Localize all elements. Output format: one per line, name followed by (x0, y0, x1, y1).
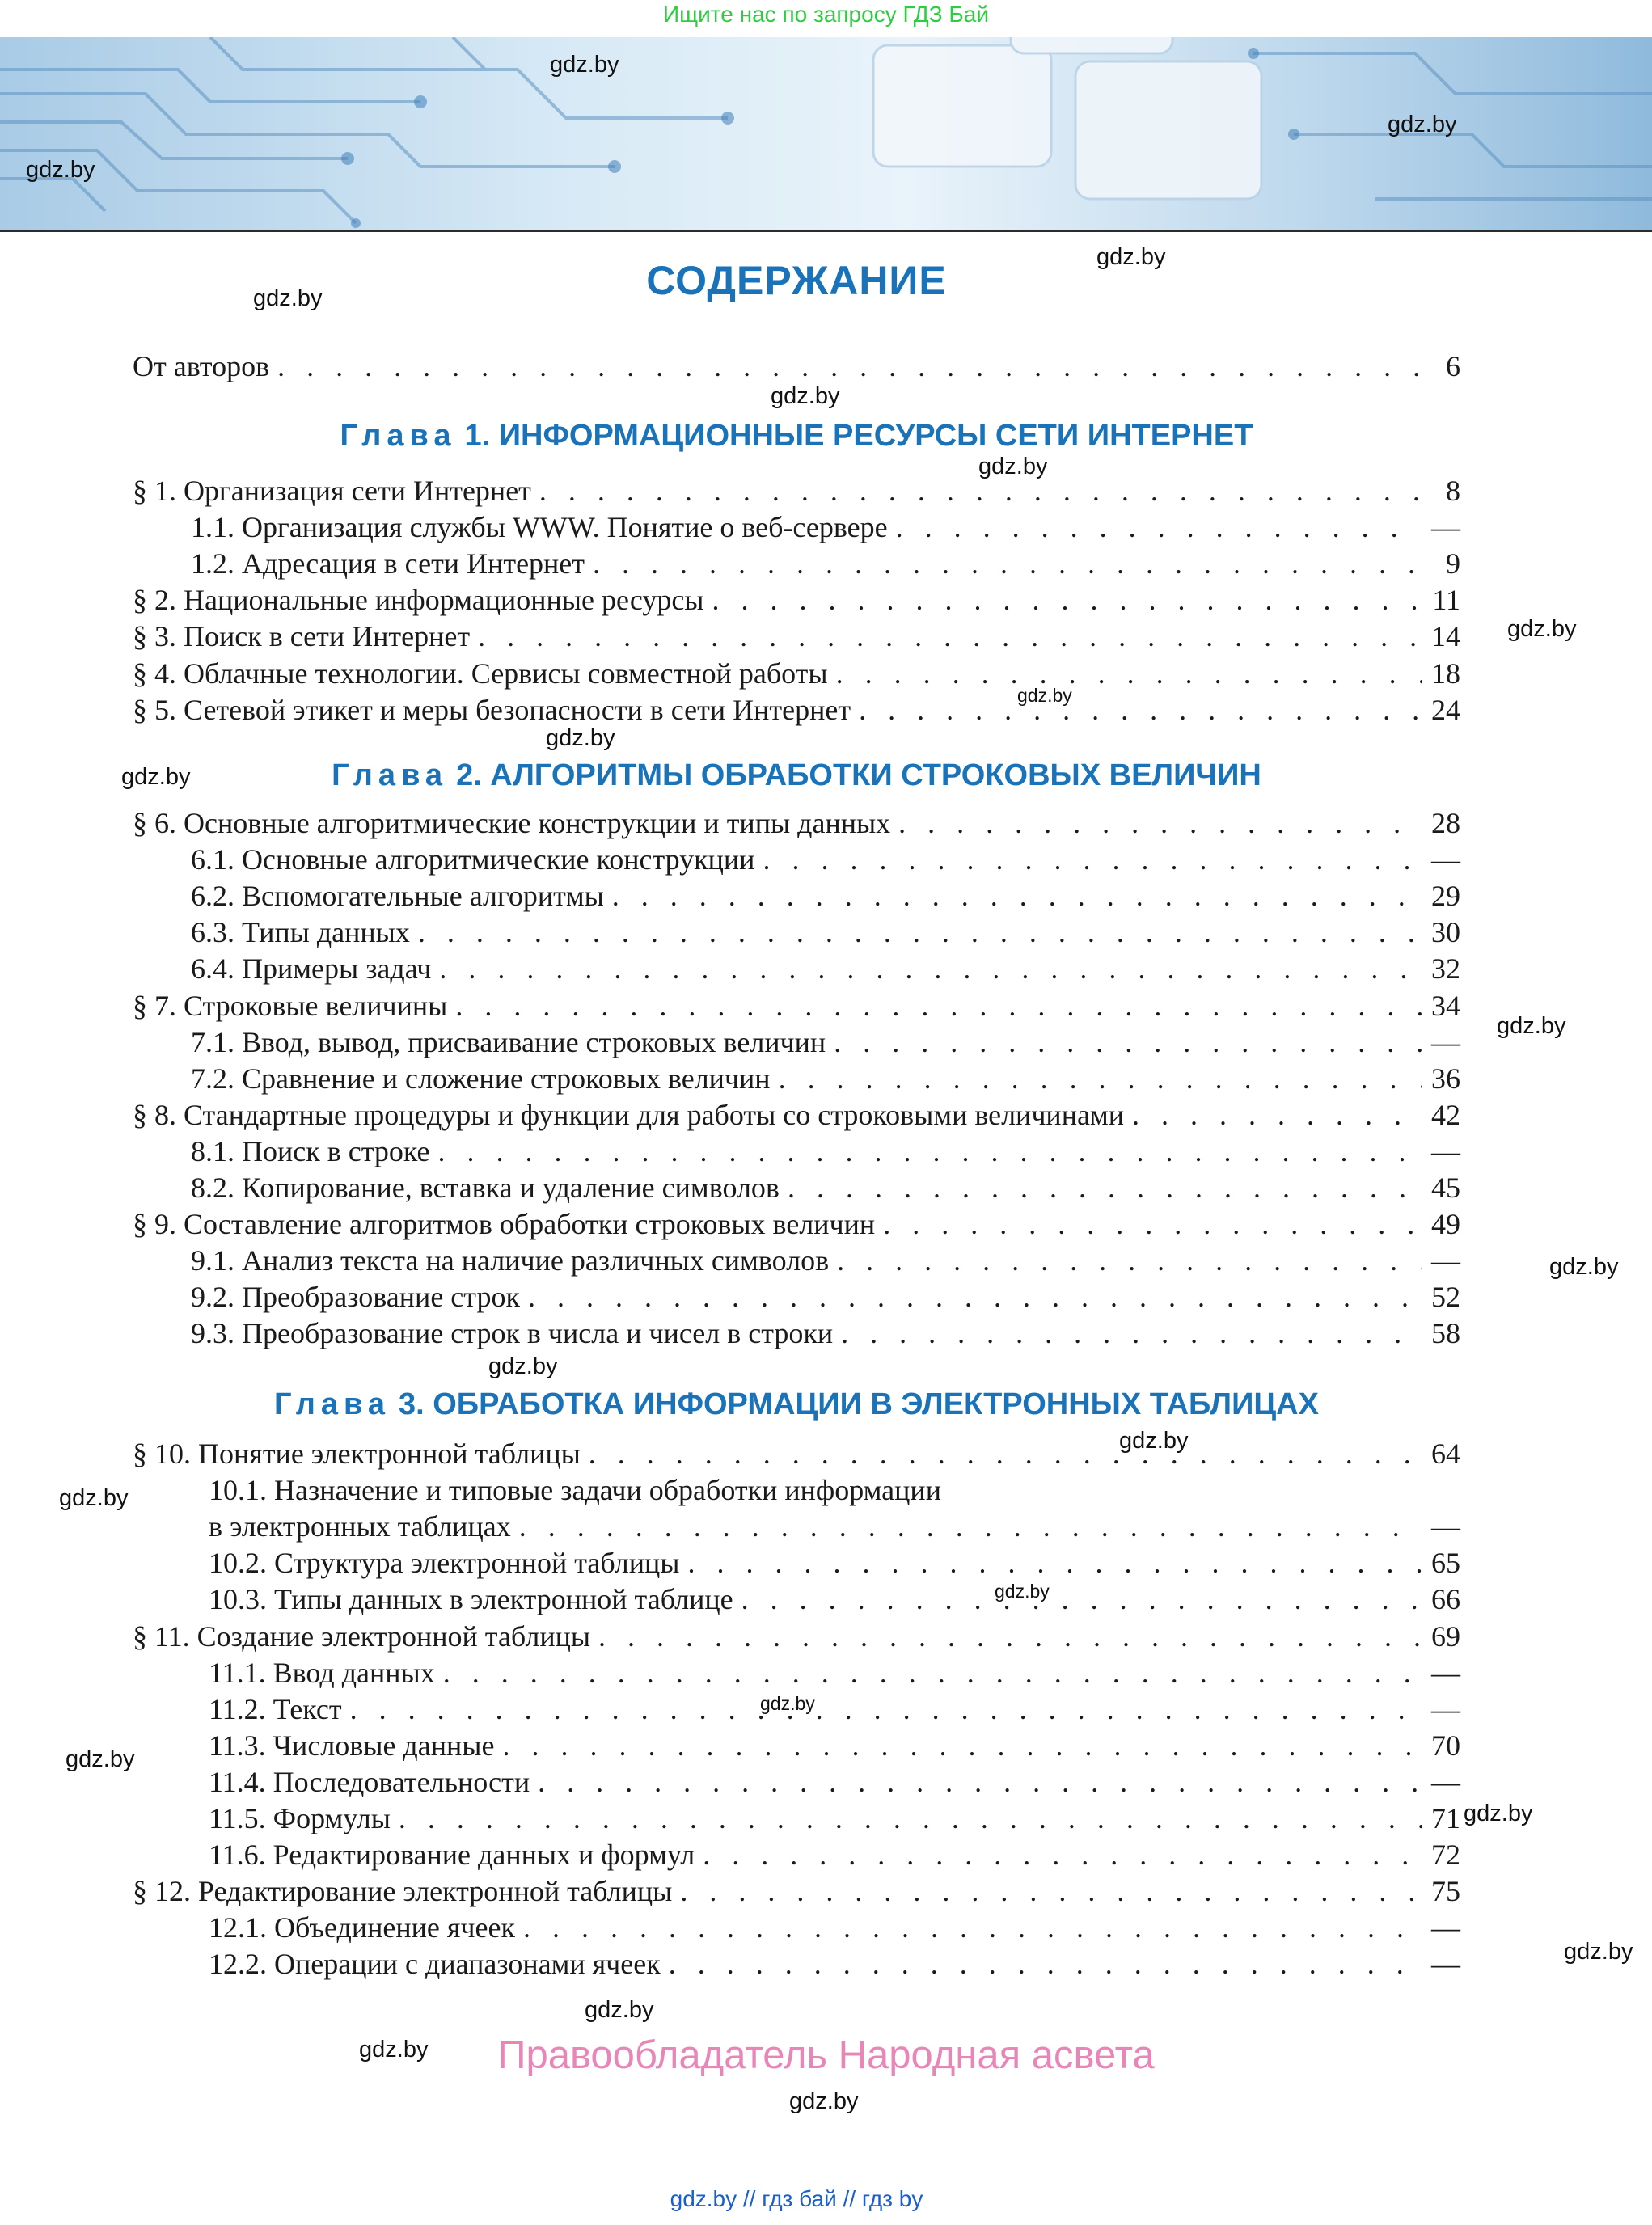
toc-entry-page: 71 (1431, 1802, 1460, 1834)
toc-entry-page: — (1431, 1911, 1460, 1944)
toc-entry-page: 69 (1431, 1619, 1460, 1653)
leader-dots (703, 1836, 1422, 1873)
toc-entry-label: § 2. Национальные информационные ресурсы (133, 584, 704, 617)
toc-entry-page: — (1431, 1656, 1460, 1689)
watermark: gdz.by (1388, 112, 1457, 137)
leader-dots (898, 804, 1422, 842)
watermark: gdz.by (1564, 1939, 1633, 1965)
watermark: gdz.by (995, 1581, 1050, 1602)
toc-entry-label: 8.1. Поиск в строке (191, 1134, 430, 1167)
leader-dots (687, 1544, 1422, 1581)
leader-dots (418, 914, 1422, 951)
toc-entry[interactable] (209, 1727, 1460, 1764)
leader-dots (741, 1581, 1422, 1618)
toc-entry[interactable] (191, 914, 1460, 951)
toc-entry[interactable] (133, 1205, 1460, 1243)
toc-entry[interactable] (133, 691, 1460, 728)
watermark: gdz.by (789, 2088, 859, 2114)
toc-entry-label: 6.1. Основные алгоритмические конструкции (191, 843, 755, 876)
toc-entry[interactable] (191, 877, 1460, 914)
chapter-heading-1 (0, 419, 1593, 454)
watermark: gdz.by (26, 157, 95, 183)
leader-dots (528, 1278, 1422, 1315)
watermark: gdz.by (1549, 1254, 1619, 1280)
toc-entry[interactable] (191, 1133, 1460, 1170)
leader-dots (834, 1024, 1422, 1061)
toc-entry[interactable] (191, 545, 1460, 582)
toc-entry[interactable] (209, 1800, 1460, 1837)
toc-entry-label: 10.3. Типы данных в электронной таблице (209, 1583, 733, 1616)
toc-entry-label: 11.6. Редактирование данных и формул (209, 1839, 695, 1872)
toc-entry[interactable] (209, 1836, 1460, 1873)
toc-entry-page: 9 (1446, 547, 1460, 581)
toc-entry-label: 6.2. Вспомогательные алгоритмы (191, 880, 604, 913)
toc-entry-page: — (1431, 1692, 1460, 1725)
toc-entry[interactable] (209, 1945, 1460, 1982)
toc-entry-page: — (1431, 843, 1460, 876)
toc-entry-label: 9.1. Анализ текста на наличие различных символов (191, 1244, 830, 1277)
toc-entry-page: 24 (1431, 693, 1460, 726)
toc-entry-label: § 5. Сетевой этикет и меры безопасности в сети Интернет (133, 693, 851, 726)
toc-entry[interactable] (191, 950, 1460, 987)
watermark: gdz.by (1464, 1801, 1533, 1826)
leader-dots (836, 655, 1422, 692)
toc-entry-page: 8 (1446, 475, 1460, 507)
toc-entry-page: 72 (1431, 1839, 1460, 1872)
leader-dots (896, 509, 1422, 546)
watermark: gdz.by (1497, 1013, 1566, 1039)
toc-entry[interactable] (133, 1096, 1460, 1134)
copyright-notice: Правообладатель Народная асвета (497, 2033, 1155, 2077)
toc-entry[interactable] (191, 1278, 1460, 1315)
leader-dots (1132, 1096, 1422, 1134)
leader-dots (859, 691, 1422, 728)
toc-entry-intro[interactable] (133, 348, 1460, 385)
toc-entry-label: § 11. Создание электронной таблицы (133, 1619, 591, 1653)
toc-entry[interactable] (191, 509, 1460, 546)
toc-entry-label: 10.2. Структура электронной таблицы (209, 1547, 680, 1580)
toc-entry[interactable] (133, 1872, 1460, 1910)
watermark: gdz.by (253, 285, 323, 311)
watermark: gdz.by (59, 1485, 129, 1511)
toc-entry-page: — (1431, 1134, 1460, 1167)
toc-entry-label: 7.2. Сравнение и сложение строковых величин (191, 1062, 771, 1095)
leader-dots (593, 545, 1422, 582)
watermark: gdz.by (771, 383, 840, 409)
toc-entry-label: § 8. Стандартные процедуры и функции для работы со строковыми величинами (133, 1098, 1124, 1131)
watermark: gdz.by (1017, 685, 1072, 706)
toc-entry-label: 12.1. Объединение ячеек (209, 1911, 515, 1944)
toc-entry-page: 18 (1431, 657, 1460, 690)
toc-entry-label: § 7. Строковые величины (133, 989, 448, 1022)
toc-entry-page: 64 (1431, 1438, 1460, 1470)
toc-entry-page: 75 (1431, 1875, 1460, 1908)
toc-entry-page: 34 (1431, 989, 1460, 1022)
leader-dots (277, 348, 1422, 385)
leader-dots (538, 1763, 1422, 1801)
toc-entry-page: — (1431, 1948, 1460, 1981)
toc-entry[interactable] (209, 1691, 1460, 1728)
toc-entry[interactable] (209, 1654, 1460, 1691)
toc-entry[interactable] (209, 1544, 1460, 1581)
toc-entry-label: 12.2. Операции с диапазонами ячеек (209, 1948, 661, 1981)
toc-entry[interactable] (209, 1581, 1460, 1618)
toc-entry[interactable] (191, 1315, 1460, 1352)
toc-entry-label: 1.2. Адресация в сети Интернет (191, 547, 585, 581)
toc-entry[interactable] (133, 472, 1460, 509)
page-title: СОДЕРЖАНИЕ (646, 258, 947, 303)
toc-entry[interactable] (191, 1169, 1460, 1206)
toc-entry[interactable] (191, 1060, 1460, 1097)
leader-dots (455, 987, 1422, 1024)
toc-entry-page: 36 (1431, 1062, 1460, 1095)
chapter-title: 1. ИНФОРМАЦИОННЫЕ РЕСУРСЫ СЕТИ ИНТЕРНЕТ (464, 419, 1253, 453)
toc-entry-label: § 12. Редактирование электронной таблицы (133, 1875, 673, 1908)
toc-entry-page: 32 (1431, 952, 1460, 986)
leader-dots (399, 1800, 1422, 1837)
toc-entry-label: § 10. Понятие электронной таблицы (133, 1438, 581, 1470)
toc-entry-label: 1.1. Организация службы WWW. Понятие о веб-сервере (191, 511, 888, 544)
leader-dots (598, 1618, 1422, 1655)
watermark: gdz.by (760, 1693, 815, 1714)
watermark: gdz.by (1096, 244, 1166, 270)
search-hint[interactable]: Ищите нас по запросу ГДЗ Бай (662, 2, 990, 27)
leader-dots (502, 1727, 1422, 1764)
toc-entry-label: § 4. Облачные технологии. Сервисы совместной работы (133, 657, 828, 690)
chapter-prefix: Глава (274, 1387, 391, 1421)
toc-entry-label: § 1. Организация сети Интернет (133, 475, 531, 507)
toc-entry-page: 45 (1431, 1172, 1460, 1204)
toc-entry-label: 9.2. Преобразование строк (191, 1281, 520, 1314)
toc-entry-label: 7.1. Ввод, вывод, присваивание строковых величин (191, 1025, 826, 1058)
chapter-heading-2 (0, 758, 1593, 793)
leader-dots (763, 841, 1422, 878)
leader-dots (779, 1060, 1422, 1097)
watermark: gdz.by (550, 52, 619, 78)
toc-entry-page: 66 (1431, 1583, 1460, 1616)
leader-dots (883, 1205, 1422, 1243)
leader-dots (519, 1508, 1422, 1545)
toc-entry-page: 70 (1431, 1729, 1460, 1762)
watermark: gdz.by (1119, 1428, 1189, 1454)
toc-entry[interactable] (133, 1618, 1460, 1655)
toc-entry-page: — (1431, 1510, 1460, 1543)
leader-dots (478, 618, 1422, 655)
toc-entry-page: — (1431, 1244, 1460, 1277)
toc-entry-label: § 6. Основные алгоритмические конструкции и типы данных (133, 807, 891, 839)
toc-entry-label: 8.2. Копирование, вставка и удаление символов (191, 1172, 780, 1204)
leader-dots (669, 1945, 1422, 1982)
toc-entry-label: 11.1. Ввод данных (209, 1656, 435, 1689)
toc-entry-page: 14 (1431, 620, 1460, 653)
watermark: gdz.by (1507, 616, 1577, 642)
toc-entry-label: § 9. Составление алгоритмов обработки строковых величин (133, 1208, 876, 1241)
leader-dots (437, 1133, 1422, 1170)
toc-entry-label: § 3. Поиск в сети Интернет (133, 620, 471, 653)
leader-dots (788, 1169, 1422, 1206)
toc-entry-label: 10.1. Назначение и типовые задачи обработки информации (209, 1474, 941, 1507)
chapter-title: 3. ОБРАБОТКА ИНФОРМАЦИИ В ЭЛЕКТРОННЫХ ТАБЛИЦАХ (398, 1387, 1319, 1421)
chapter-title: 2. АЛГОРИТМЫ ОБРАБОТКИ СТРОКОВЫХ ВЕЛИЧИН (456, 758, 1261, 792)
leader-dots (712, 581, 1422, 619)
toc-entry[interactable] (133, 804, 1460, 842)
leader-dots (837, 1242, 1422, 1279)
leader-dots (523, 1909, 1422, 1946)
chapter-prefix: Глава (340, 419, 457, 453)
leader-dots (612, 877, 1422, 914)
watermark: gdz.by (359, 2037, 429, 2062)
toc-entry-label: 11.2. Текст (209, 1692, 342, 1725)
watermark: gdz.by (488, 1353, 558, 1379)
toc-entry[interactable] (133, 655, 1460, 692)
toc-entry[interactable] (209, 1909, 1460, 1946)
toc-entry-label: 6.4. Примеры задач (191, 952, 432, 986)
toc-entry-label: 6.3. Типы данных (191, 916, 410, 949)
chapter-heading-3 (0, 1387, 1593, 1422)
leader-dots (443, 1654, 1422, 1691)
toc-entry[interactable] (191, 1024, 1460, 1061)
toc-entry[interactable] (209, 1471, 1460, 1509)
footer-links[interactable]: gdz.by // гдз бай // гдз by (670, 2186, 923, 2211)
toc-entry[interactable] (133, 618, 1460, 655)
watermark: gdz.by (585, 1997, 654, 2023)
toc-entry-page: 58 (1431, 1317, 1460, 1350)
leader-dots (439, 950, 1422, 987)
toc-entry-page: 11 (1432, 584, 1460, 617)
toc-entry-page: — (1431, 1765, 1460, 1798)
toc-entry-page: 65 (1431, 1547, 1460, 1580)
watermark: gdz.by (978, 454, 1048, 479)
toc-entry[interactable] (209, 1763, 1460, 1801)
leader-dots (589, 1435, 1422, 1472)
toc-entry[interactable] (191, 841, 1460, 878)
toc-entry-page: 42 (1431, 1098, 1460, 1131)
toc-entry-label: 11.5. Формулы (209, 1802, 391, 1834)
toc-entry-page: 6 (1446, 350, 1460, 382)
chapter-prefix: Глава (332, 758, 449, 792)
toc-entry[interactable] (133, 987, 1460, 1024)
toc-entry-label: в электронных таблицах (209, 1510, 511, 1543)
toc-entry-page: 52 (1431, 1281, 1460, 1314)
toc-entry-label: 11.4. Последовательности (209, 1765, 530, 1798)
toc-entry-label: 11.3. Числовые данные (209, 1729, 495, 1762)
watermark: gdz.by (546, 725, 615, 751)
toc-entry[interactable] (133, 581, 1460, 619)
leader-dots (539, 472, 1422, 509)
toc-entry-page: — (1431, 1025, 1460, 1058)
toc-entry[interactable] (191, 1242, 1460, 1279)
leader-dots (680, 1872, 1422, 1910)
watermark: gdz.by (121, 764, 191, 790)
toc-entry[interactable] (133, 1435, 1460, 1472)
toc-entry-page: — (1431, 511, 1460, 544)
watermark: gdz.by (65, 1746, 135, 1772)
toc-entry[interactable] (209, 1508, 1460, 1545)
toc-entry-page: 28 (1431, 807, 1460, 839)
toc-entry-page: 49 (1431, 1208, 1460, 1241)
toc-entry-page: 29 (1431, 880, 1460, 913)
toc-entry-page: 30 (1431, 916, 1460, 949)
toc-entry-label: От авторов (133, 350, 270, 382)
toc-entry-label: 9.3. Преобразование строк в числа и чисел в строки (191, 1317, 834, 1350)
leader-dots (841, 1315, 1422, 1352)
leader-dots (350, 1691, 1422, 1728)
